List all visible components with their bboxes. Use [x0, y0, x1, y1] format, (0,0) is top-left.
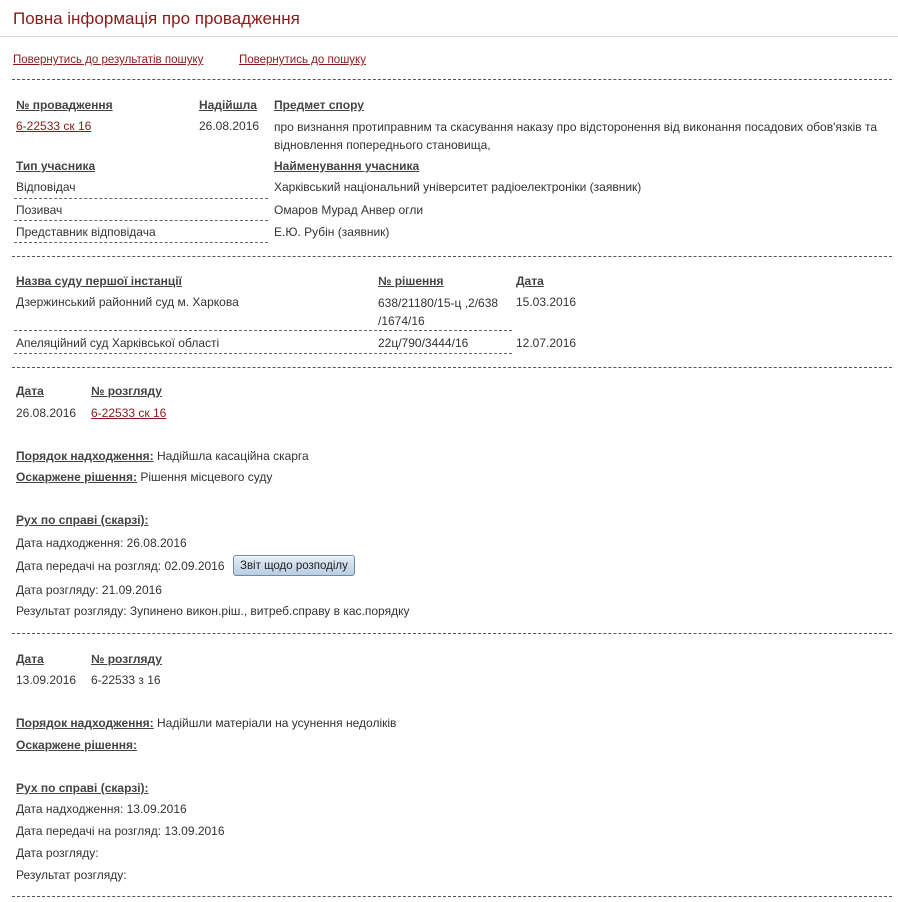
page-title: Повна інформація про провадження	[13, 9, 300, 28]
case-number-header: № провадження	[16, 98, 113, 112]
appealed-decision	[16, 469, 272, 485]
transfer-date-line: Дата передачі на розгляд: 13.09.2016	[16, 824, 225, 838]
participant-type: Представник відповідача	[16, 225, 156, 239]
section-divider	[12, 633, 892, 634]
row-separator	[14, 242, 268, 243]
case-subject-header: Предмет спору	[274, 98, 364, 112]
row-separator	[14, 353, 512, 354]
appealed-decision-label: Оскаржене рішення:	[16, 738, 137, 752]
review-date: 13.09.2016	[16, 673, 77, 687]
review-date-line: Дата розгляду:	[16, 846, 99, 860]
intake-order-value: Надійшла касаційна скарга	[156, 449, 309, 463]
back-to-search-link[interactable]: Повернутись до пошуку	[239, 54, 366, 66]
participant-name: Е.Ю. Рубін (заявник)	[274, 225, 390, 239]
case-received-date: 26.08.2016	[199, 119, 260, 133]
review-number-link[interactable]: 6-22533 ск 16	[91, 406, 167, 420]
decision-date: 15.03.2016	[516, 295, 577, 309]
section-divider	[12, 896, 892, 897]
distribution-report-button[interactable]: Звіт щодо розподілу	[233, 555, 355, 576]
intake-order	[16, 715, 396, 731]
review-number-header: № розгляду	[91, 652, 162, 666]
intake-order-label: Порядок надходження:	[16, 449, 154, 463]
decision-number-header: № рішення	[378, 274, 444, 288]
participant-type: Відповідач	[16, 180, 76, 194]
case-movement-header: Рух по справі (скарзі):	[16, 781, 149, 795]
decision-number: 22ц/790/3444/16	[378, 336, 469, 350]
section-divider	[12, 256, 892, 257]
participant-type-header: Тип учасника	[16, 159, 96, 173]
review-date-line: Дата розгляду: 21.09.2016	[16, 583, 162, 597]
section-divider	[12, 79, 892, 80]
participant-name-header: Найменування учасника	[274, 159, 420, 173]
participant-type: Позивач	[16, 203, 63, 217]
decision-number: 638/21180/15-ц ,2/638 /1674/16	[378, 296, 499, 328]
row-separator	[14, 330, 512, 331]
appealed-decision	[16, 737, 137, 753]
appealed-decision-value: Рішення місцевого суду	[140, 470, 273, 484]
case-number-link[interactable]: 6-22533 ск 16	[16, 119, 92, 133]
title-divider	[0, 36, 898, 37]
appealed-decision-label: Оскаржене рішення:	[16, 470, 137, 484]
section-divider	[12, 367, 892, 368]
review-date-header: Дата	[16, 384, 44, 398]
back-to-results-link[interactable]: Повернутись до результатів пошуку	[13, 54, 204, 66]
decision-date-header: Дата	[516, 274, 544, 288]
review-date-header: Дата	[16, 652, 44, 666]
decision-date: 12.07.2016	[516, 336, 577, 350]
case-subject: про визнання протиправним та скасування наказу про відсторонення від виконання посадових обов'язків та відновлення попереднього становища,	[274, 120, 878, 152]
review-result-line: Результат розгляду: Зупинено викон.ріш., витреб.справу в кас.порядку	[16, 604, 410, 618]
court-name-header: Назва суду першої інстанції	[16, 274, 182, 288]
review-date: 26.08.2016	[16, 406, 77, 420]
transfer-date-line: Дата передачі на розгляд: 02.09.2016	[16, 559, 225, 573]
review-result-line: Результат розгляду:	[16, 868, 127, 882]
intake-order-label: Порядок надходження:	[16, 716, 154, 730]
row-separator	[14, 198, 268, 199]
participant-name: Харківський національний університет радіоелектроніки (заявник)	[274, 180, 642, 194]
row-separator	[14, 220, 268, 221]
review-number: 6-22533 з 16	[91, 673, 161, 687]
intake-order	[16, 448, 309, 464]
case-movement-header: Рух по справі (скарзі):	[16, 513, 149, 527]
received-date-line: Дата надходження: 26.08.2016	[16, 536, 187, 550]
intake-order-value: Надійшли матеріали на усунення недоліків	[156, 716, 397, 730]
received-date-line: Дата надходження: 13.09.2016	[16, 802, 187, 816]
participant-name: Омаров Мурад Анвер огли	[274, 203, 424, 217]
court-name: Апеляційний суд Харківської області	[16, 336, 220, 350]
review-number-header: № розгляду	[91, 384, 162, 398]
court-name: Дзержинський районний суд м. Харкова	[16, 295, 239, 309]
case-received-header: Надійшла	[199, 98, 257, 112]
